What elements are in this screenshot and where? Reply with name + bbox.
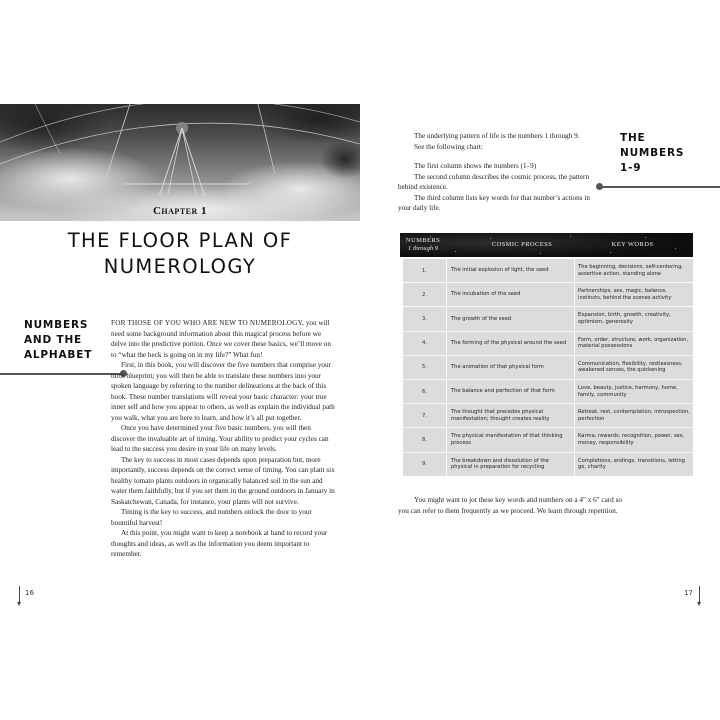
page-number-right: 17: [684, 589, 693, 597]
table-row: [403, 428, 693, 452]
table-cell-keywords: Love, beauty, justice, harmony, home, family, community: [578, 384, 678, 398]
table-cell-number: 6.: [403, 380, 447, 403]
numbers-table: [400, 233, 693, 477]
table-header-numbers: NUMBERS 1 through 9: [405, 237, 441, 252]
right-outro-text: [398, 495, 623, 516]
table-cell-keywords: Expansion, birth, growth, creativity, optimism, generosity: [578, 312, 671, 325]
table-row: [403, 453, 693, 477]
table-cell-number: 3.: [403, 307, 447, 330]
section-heading-line: NUMBERS: [24, 319, 89, 331]
chapter-title-line: NUMEROLOGY: [103, 255, 257, 278]
table-row: [403, 307, 693, 331]
section-heading-line: AND THE: [24, 334, 83, 346]
section-heading-line: NUMBERS: [620, 147, 685, 159]
paragraph: At this point, you might want to keep a notebook at hand to record your thoughts and ideas, as well as the information you deem important to remember.: [111, 529, 328, 558]
table-cell-process: The thought that precedes physical manifestation; thought creates reality: [447, 404, 575, 427]
table-cell-process: The initial explosion of light, the seed: [447, 259, 575, 282]
table-cell-number: 2.: [403, 283, 447, 306]
table-cell-process: The animation of that physical form: [447, 356, 575, 379]
paragraph: The third column lists key words for that number’s actions in your daily life.: [398, 193, 590, 212]
section-heading-line: THE: [620, 132, 646, 144]
paragraph-lead: FOR THOSE OF YOU WHO ARE NEW TO NUMEROLOGY,: [111, 319, 305, 327]
paragraph: You might want to jot these key words and numbers on a 4" x 6" card so you can refer to them frequently as we proceed. We learn through repetition.: [398, 496, 622, 515]
table-cell-keywords: Karma, rewards, recognition, power, sex, money, responsibility: [578, 433, 685, 446]
table-row: [403, 332, 693, 356]
paragraph: Timing is the key to success, and numbers unlock the door to your bountiful harvest!: [111, 508, 312, 527]
right-intro-text: [398, 131, 603, 214]
table-cell-number: 5.: [403, 356, 447, 379]
paragraph-text: you will need some background information about this magical process before we delve into the predictive portion. Once we cover these basics, we’ll move on to “what the heck is going on in my life?” What fun!: [111, 319, 331, 359]
chapter-label-text: Chapter 1: [152, 205, 208, 217]
section-heading-line: ALPHABET: [24, 349, 93, 361]
table-cell-keywords: Partnerships, sex, magic, balance, instincts, behind the scenes activity: [578, 288, 672, 301]
paragraph: Once you have determined your five basic numbers, you will then discover the invaluable art of timing. Your ability to predict your cycles can lead to the success you desire in your life on many levels.: [111, 424, 329, 453]
section-heading-line: 1-9: [620, 162, 642, 174]
table-cell-number: 1.: [403, 259, 447, 282]
table-row: [403, 404, 693, 428]
chapter-title-line: THE FLOOR PLAN OF: [67, 229, 293, 252]
chapter-title: [30, 228, 330, 280]
table-cell-process: The forming of the physical around the seed: [447, 332, 575, 355]
table-cell-process: The physical manifestation of that thinking process: [447, 428, 575, 451]
table-cell-keywords: Communication, flexibility, restlessness, awakened senses, the quickening: [578, 360, 683, 374]
table-cell-process: The growth of the seed: [447, 307, 575, 330]
paragraph: The key to success in most cases depends upon preparation but, more importantly, success depends on the correct sense of timing. You can plant six healthy tomato plants outdoors in organically balanced soil in the sun and water them faithfully, but if you set them in the ground outdoors in January in Saskatchewan, Canada, for instance, your plants will not survive.: [111, 455, 335, 506]
table-cell-process: The balance and perfection of that form: [447, 380, 575, 403]
table-cell-keywords: Retreat, rest, contemplation, introspection, perfection: [578, 409, 690, 422]
paragraph: [111, 318, 335, 360]
section-rule-dot: [596, 183, 603, 190]
left-body-text: [111, 318, 335, 560]
table-cell-process: The breakdown and dissolution of the physical in preparation for recycling: [447, 453, 575, 476]
page-number-left: 16: [25, 589, 34, 597]
table-cell-number: 9.: [403, 453, 447, 476]
table-row: [403, 283, 693, 307]
table-cell-process: The incubation of the seed: [447, 283, 575, 306]
table-body: [403, 259, 693, 477]
paragraph: First, in this book, you will discover the five numbers that comprise your birth blueprint; you will then be able to translate these numbers into your spoken language by referring to the number delineations at the back of this book. These number translations will reveal your basic character: your true inner self and how you appear to others, as well as explain the individual path you walk, what you are here to learn, and how it’s all put together.: [111, 361, 335, 422]
paragraph: The second column describes the cosmic process, the pattern behind existence.: [398, 172, 590, 191]
section-heading-numbers-alphabet: [24, 318, 104, 363]
folio-arrow-icon: [17, 602, 21, 606]
table-cell-keywords: The beginning, decisions, self-centering, assertive action, standing alone: [578, 264, 683, 277]
table-header-keywords: KEY WORDS: [611, 241, 654, 248]
table-cell-number: 8.: [403, 428, 447, 451]
table-row: [403, 356, 693, 380]
paragraph: The first column shows the numbers (1–9): [414, 162, 537, 170]
section-rule: [0, 373, 122, 375]
table-row: [403, 259, 693, 283]
table-cell-keywords: Form, order, structure, work, organization, material possessions: [578, 336, 689, 350]
section-rule: [600, 186, 720, 188]
section-heading-numbers-1-9: [620, 131, 700, 176]
table-cell-number: 4.: [403, 332, 447, 355]
table-cell-number: 7.: [403, 404, 447, 427]
celestial-illustration: [0, 104, 360, 221]
chapter-label: [0, 205, 360, 217]
table-row: [403, 380, 693, 404]
table-cell-keywords: Completions, endings, transitions, letting go, charity: [578, 457, 685, 471]
paragraph: See the following chart:: [414, 142, 483, 151]
table-header: [400, 233, 693, 257]
folio-arrow-icon: [697, 602, 701, 606]
table-header-process: COSMIC PROCESS: [491, 241, 553, 248]
paragraph: The underlying pattern of life is the numbers 1 through 9.: [414, 132, 580, 140]
chapter-header-image: [0, 104, 360, 221]
